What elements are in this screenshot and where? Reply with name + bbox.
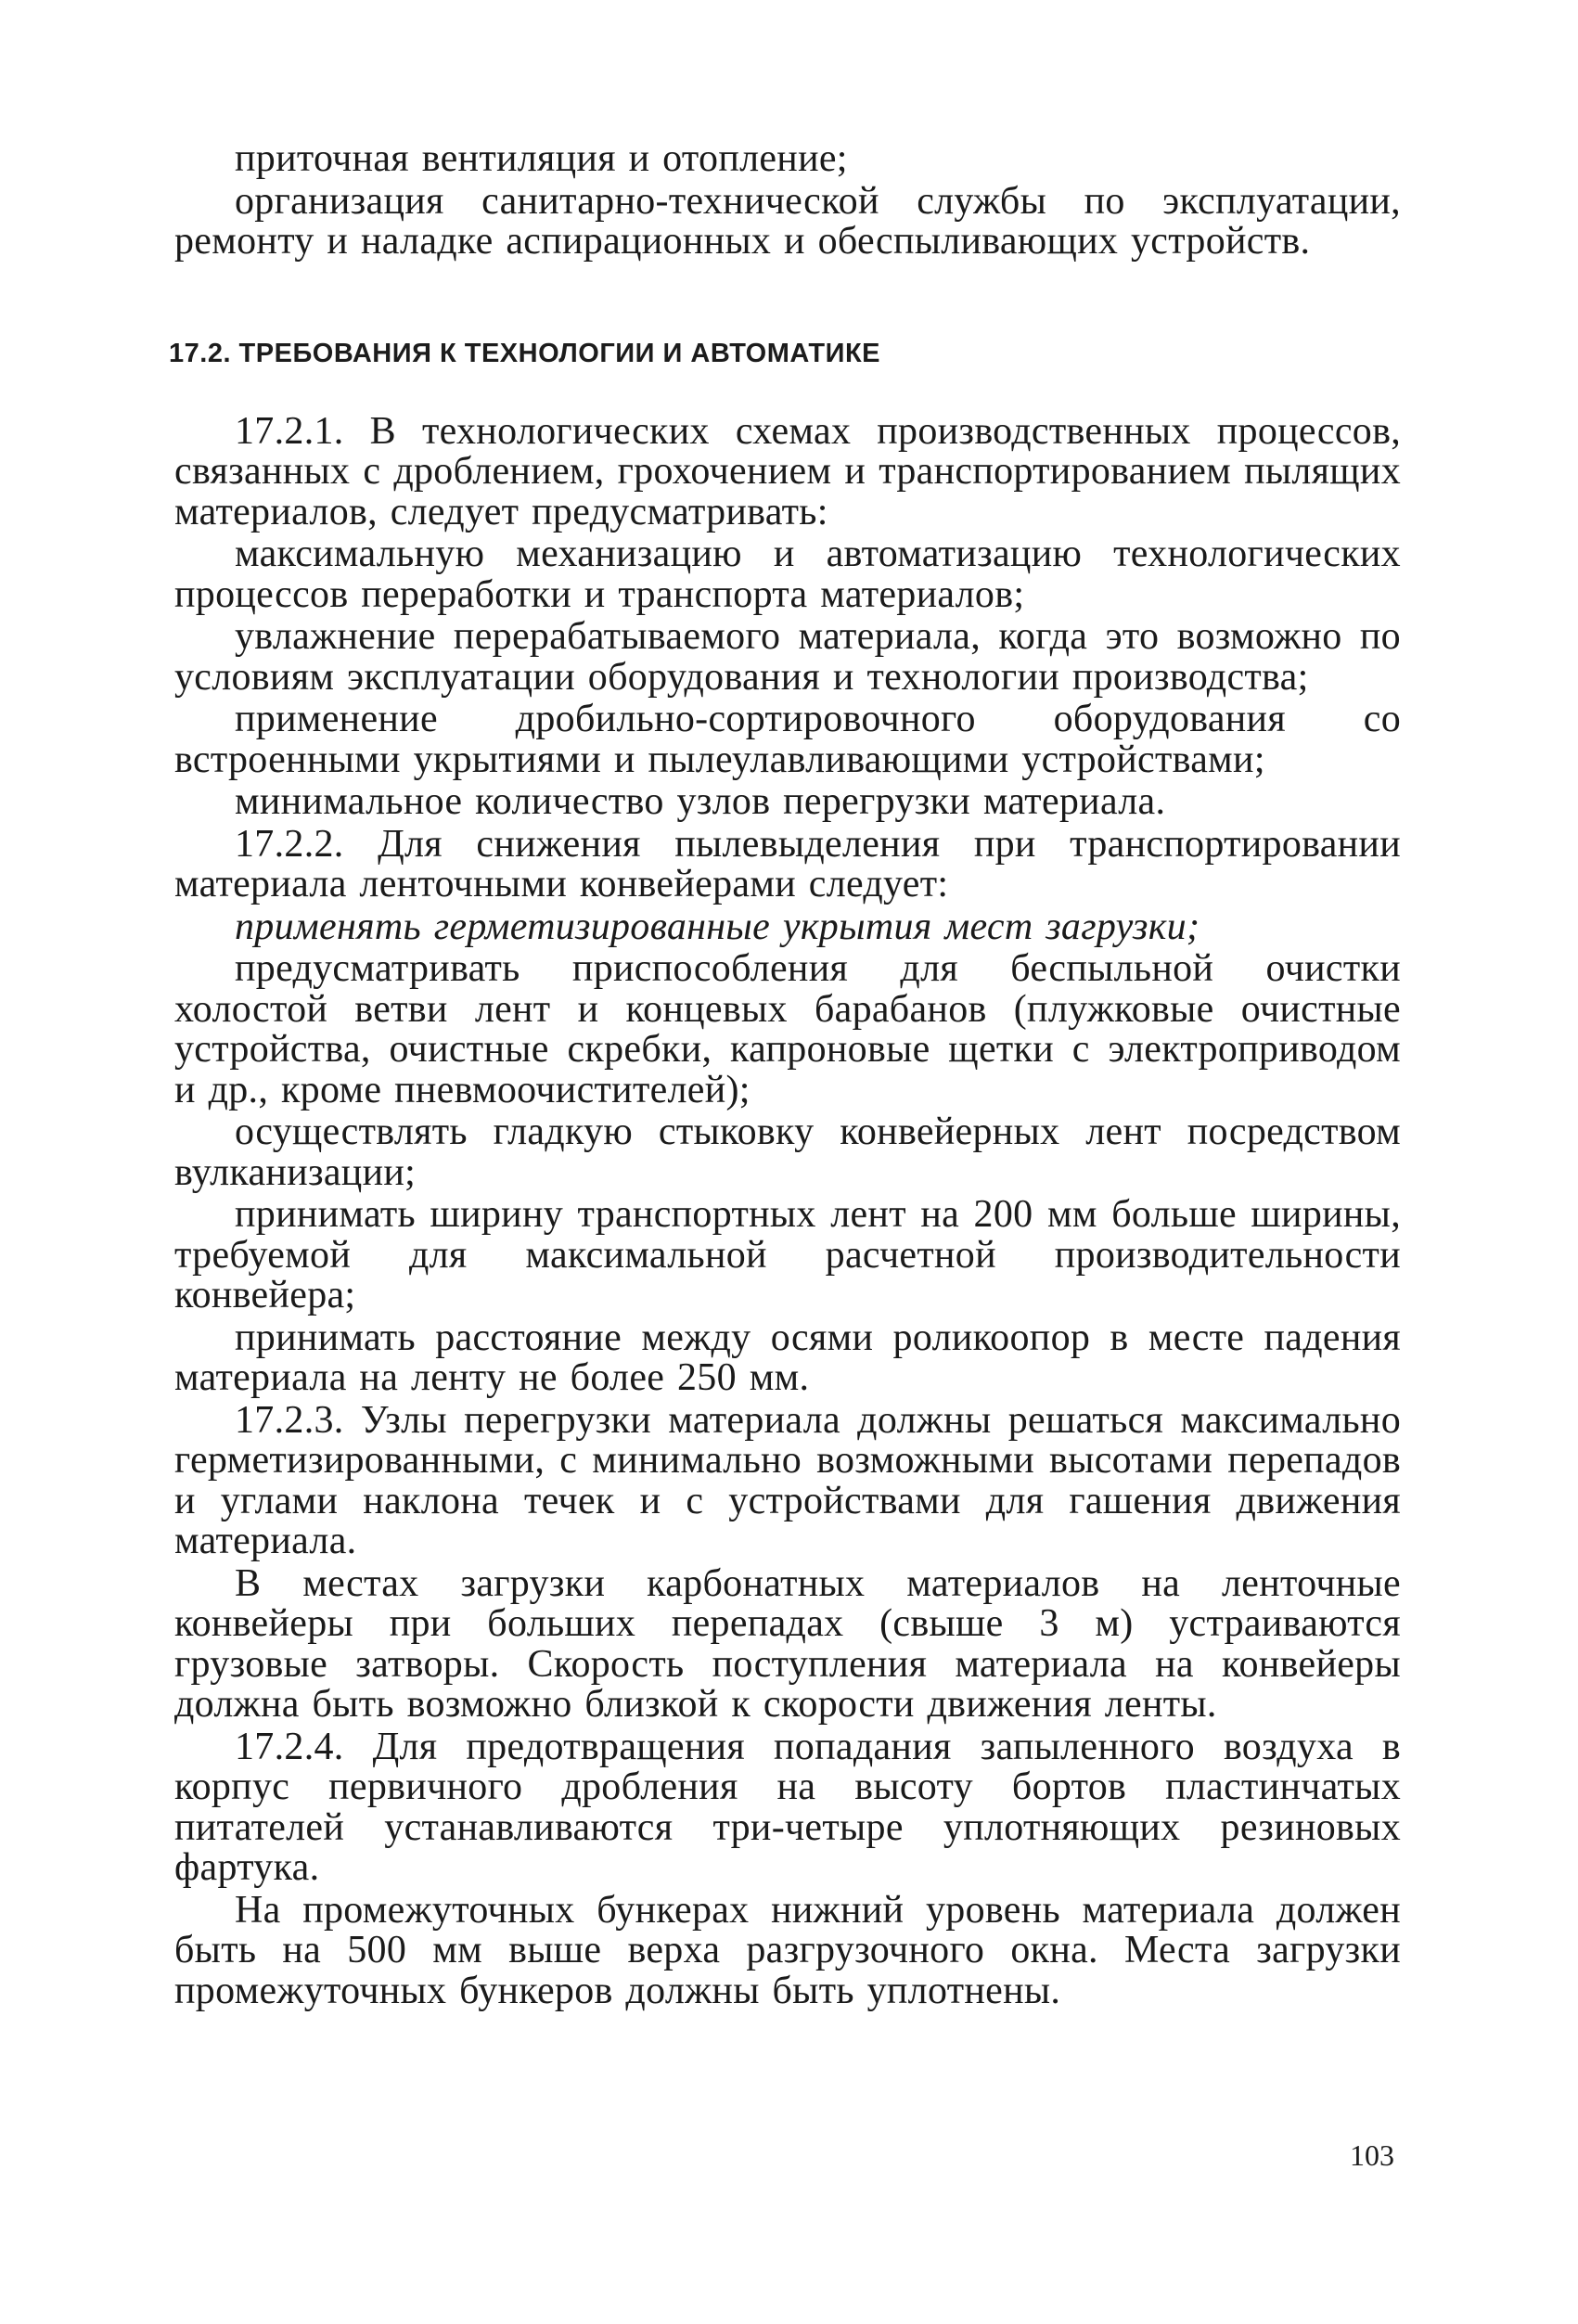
list-item-crushing-equipment: применение дробильно-сортировочного оборудования со встроенными укрытиями и пылеулавливающими устройствами; <box>174 698 1401 781</box>
paragraph-17-2-2: 17.2.2. Для снижения пылевыделения при транспортировании материала ленточными конвейерами следует: <box>174 822 1401 905</box>
section-heading: 17.2. ТРЕБОВАНИЯ К ТЕХНОЛОГИИ И АВТОМАТИКЕ <box>169 338 880 368</box>
paragraph-17-2-3: 17.2.3. Узлы перегрузки материала должны решаться максимально герметизированными, с минимально возможными высотами перепадов и углами наклона течек и с устройствами для гашения движения материала. <box>174 1398 1401 1562</box>
paragraph-intermediate-bunkers: На промежуточных бункерах нижний уровень материала должен быть на 500 мм выше верха разгрузочного окна. Места загрузки промежуточных бункеров должны быть уплотнены. <box>174 1888 1401 2012</box>
page-number: 103 <box>1350 2138 1394 2172</box>
document-page <box>169 137 1401 2013</box>
list-item-cleaning-devices: предусматривать приспособления для беспыльной очистки холостой ветви лент и концевых барабанов (плужковые очистные устройства, очистные скребки, капроновые щетки с электроприводом и др., кроме пневмоочистителей); <box>174 947 1401 1111</box>
paragraph-17-2-1: 17.2.1. В технологических схемах производственных процессов, связанных с дроблением, грохочением и транспортированием пылящих материалов, следует предусматривать: <box>174 409 1401 533</box>
list-item-moistening: увлажнение перерабатываемого материала, когда это возможно по условиям эксплуатации оборудования и технологии производства; <box>174 615 1401 699</box>
intro-paragraph-2: организация санитарно-технической службы по эксплуатации, ремонту и наладке аспирационных и обеспыливающих устройств. <box>174 179 1401 263</box>
list-item-roller-spacing: принимать расстояние между осями роликоопор в месте падения материала на ленту не более 250 мм. <box>174 1316 1401 1399</box>
paragraph-carbonate-loading: В местах загрузки карбонатных материалов на ленточные конвейеры при больших перепадах (свыше 3 м) устраиваются грузовые затворы. Скорость поступления материала на конвейеры должна быть возможно близкой к скорости движения ленты. <box>174 1561 1401 1726</box>
list-item-sealed-covers: применять герметизированные укрытия мест загрузки; <box>235 905 1200 948</box>
list-item-mechanization: максимальную механизацию и автоматизацию технологических процессов переработки и транспорта материалов; <box>174 533 1401 616</box>
paragraph-17-2-4: 17.2.4. Для предотвращения попадания запыленного воздуха в корпус первичного дробления на высоту бортов пластинчатых питателей устанавливаются три-четыре уплотняющих резиновых фартука. <box>174 1725 1401 1889</box>
list-item-belt-width: принимать ширину транспортных лент на 200 мм больше ширины, требуемой для максимальной расчетной производительности конвейера; <box>174 1193 1401 1316</box>
list-item-minimal-transfer: минимальное количество узлов перегрузки материала. <box>235 780 1166 823</box>
intro-paragraph-1: приточная вентиляция и отопление; <box>235 137 848 180</box>
list-item-belt-joining: осуществлять гладкую стыковку конвейерных лент посредством вулканизации; <box>174 1111 1401 1194</box>
